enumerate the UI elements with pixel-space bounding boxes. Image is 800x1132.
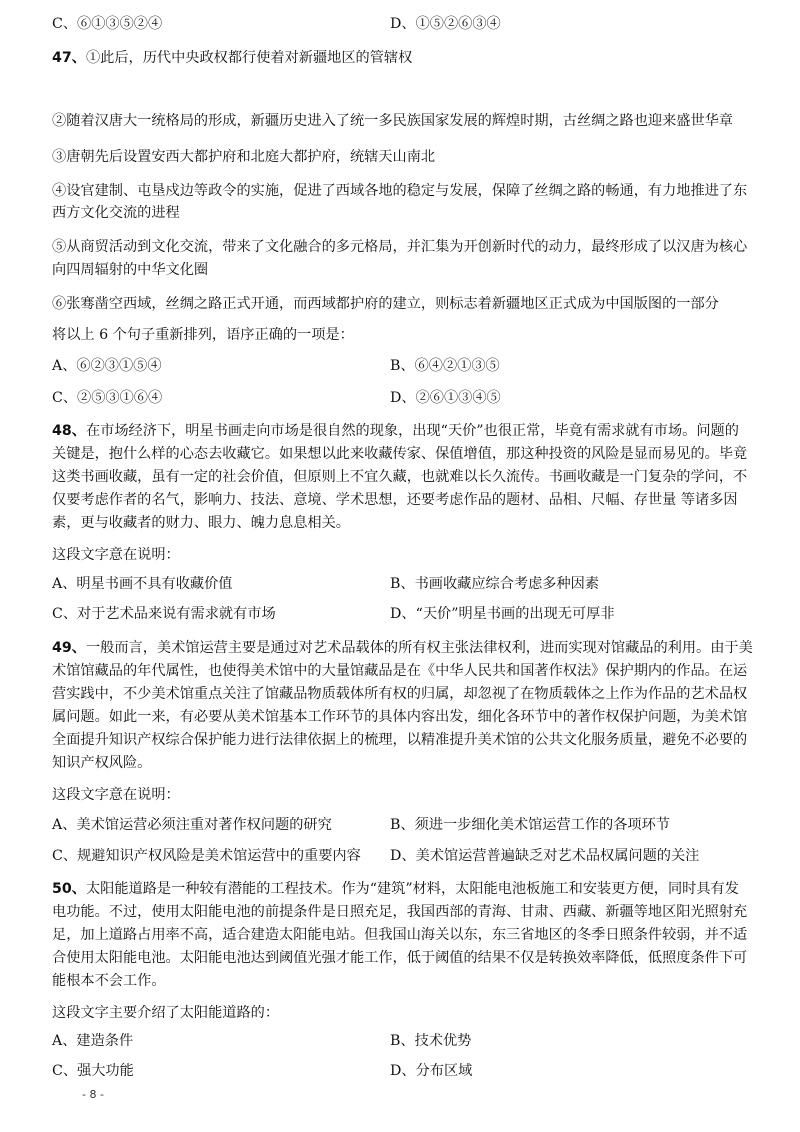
q48-question: 这段文字意在说明： xyxy=(52,547,180,563)
option-c: C、⑥①③⑤②④ xyxy=(52,16,163,32)
q48-option-b: B、书画收藏应综合考虑多种因素 xyxy=(390,576,600,592)
q48-line-5: 素，更与收藏者的财力、眼力、魄力息息相关。 xyxy=(52,515,350,531)
q49-number: 49、 xyxy=(52,640,86,656)
q49-line-5: 全面提升知识产权综合保护能力进行法律依据上的梳理，以精准提升美术馆的公共文化服务质量，避免不必要的 xyxy=(52,732,748,748)
q49-option-d: D、美术馆运营普遍缺乏对艺术品权属问题的关注 xyxy=(390,848,700,864)
q49-option-b: B、须进一步细化美术馆运营工作的各项环节 xyxy=(390,817,670,833)
q50-option-a: A、建造条件 xyxy=(52,1033,134,1049)
q50-line-5: 能根本不会工作。 xyxy=(52,973,166,989)
q50-option-b: B、技术优势 xyxy=(390,1033,472,1049)
q49-line-1 xyxy=(52,637,753,659)
q47-option-c: C、②⑤③①⑥④ xyxy=(52,390,163,406)
q49-option-c: C、规避知识产权风险是美术馆运营中的重要内容 xyxy=(52,848,361,864)
q48-option-a: A、明星书画不具有收藏价值 xyxy=(52,576,233,592)
q49-l1-text: 一般而言，美术馆运营主要是通过对艺术品载体的所有权主张法律权利，进而实现对馆藏品的利用。由于美 xyxy=(85,640,753,656)
q50-question: 这段文字主要介绍了太阳能道路的： xyxy=(52,1005,280,1021)
q48-line-3: 这类书画收藏，虽有一定的社会价值，但原则上不宜久藏，也就难以长久流传。书画收藏是一门复杂的学问，不 xyxy=(52,469,748,485)
q47-question: 将以上 6 个句子重新排列，语序正确的一项是： xyxy=(52,327,354,343)
q47-sentence-1 xyxy=(52,47,412,69)
q48-line-2: 关键是，抱什么样的心态去收藏它。如果想以此来收藏传家、保值增值，那这种投资的风险是显而易见的。毕竟 xyxy=(52,446,748,462)
q50-line-1 xyxy=(52,878,739,900)
q49-line-2: 术馆馆藏品的年代属性，也使得美术馆中的大量馆藏品是在《中华人民共和国著作权法》保护期内的作品。在运 xyxy=(52,663,748,679)
option-d: D、①⑤②⑥③④ xyxy=(390,16,501,32)
q47-sentence-5-line2: 向四周辐射的中华文化圈 xyxy=(52,262,209,278)
q50-option-d: D、分布区域 xyxy=(390,1063,473,1079)
q47-number: 47、 xyxy=(52,50,86,66)
q47-option-b: B、⑥④②①③⑤ xyxy=(390,358,500,374)
q47-sentence-2: ②随着汉唐大一统格局的形成，新疆历史进入了统一多民族国家发展的辉煌时期，古丝绸之路也迎来盛世华章 xyxy=(52,113,734,129)
q47-sentence-5-line1: ⑤从商贸活动到文化交流，带来了文化融合的多元格局，并汇集为开创新时代的动力，最终形成了以汉唐为核心 xyxy=(52,239,748,255)
q50-l1-text: 太阳能道路是一种较有潜能的工程技术。作为“建筑”材料，太阳能电池板施工和安装更方便，同时具有发 xyxy=(85,881,739,897)
q47-option-d: D、②⑥①③④⑤ xyxy=(390,390,501,406)
q49-question: 这段文字意在说明： xyxy=(52,787,180,803)
q48-l1-text: 在市场经济下，明星书画走向市场是很自然的现象，出现“天价”也很正常，毕竟有需求就有市场。问题的 xyxy=(85,423,739,439)
q48-line-4: 仅要考虑作者的名气，影响力、技法、意境、学术思想，还要考虑作品的题材、品相、尺幅、存世量 等诸多因 xyxy=(52,492,738,508)
q47-sentence-6: ⑥张骞凿空西域，丝绸之路正式开通，而西域都护府的建立，则标志着新疆地区正式成为中国版图的一部分 xyxy=(52,296,719,312)
q50-line-2: 电功能。不过，使用太阳能电池的前提条件是日照充足，我国西部的青海、甘肃、西藏、新疆等地区阳光照射充 xyxy=(52,904,748,920)
q48-line-1 xyxy=(52,420,739,442)
q47-sentence-3: ③唐朝先后设置安西大都护府和北庭大都护府，统辖天山南北 xyxy=(52,149,436,165)
q48-option-d: D、“天价”明星书画的出现无可厚非 xyxy=(390,606,615,622)
q49-line-4: 属问题。如此一来，有必要从美术馆基本工作环节的具体内容出发，细化各环节中的著作权保护问题，为美术馆 xyxy=(52,709,748,725)
q47-sentence-4-line1: ④设官建制、屯垦戍边等政令的实施，促进了西域各地的稳定与发展，保障了丝绸之路的畅通，有力地推进了东 xyxy=(52,183,748,199)
q49-line-6: 知识产权风险。 xyxy=(52,755,152,771)
q48-option-c: C、对于艺术品来说有需求就有市场 xyxy=(52,606,276,622)
q47-sentence-4-line2: 西方文化交流的进程 xyxy=(52,205,180,221)
q50-number: 50、 xyxy=(52,881,86,897)
page-number: - 8 - xyxy=(82,1088,104,1101)
q50-line-4: 合使用太阳能电池。太阳能电池达到阈值光强才能工作，低于阈值的结果不仅是转换效率降低，低照度条件下可 xyxy=(52,950,748,966)
q48-number: 48、 xyxy=(52,423,86,439)
q47-s1-text: ①此后，历代中央政权都行使着对新疆地区的管辖权 xyxy=(85,50,413,66)
q49-line-3: 营实践中，不少美术馆重点关注了馆藏品物质载体所有权的归属，却忽视了在物质载体之上作为作品的艺术品权 xyxy=(52,686,748,702)
q50-option-c: C、强大功能 xyxy=(52,1063,134,1079)
q49-option-a: A、美术馆运营必须注重对著作权问题的研究 xyxy=(52,817,332,833)
q47-option-a: A、⑥②③①⑤④ xyxy=(52,358,162,374)
q50-line-3: 足，加上道路占用率不高，适合建造太阳能电站。但我国山海关以东，东三省地区的冬季日照条件较弱，并不适 xyxy=(52,927,748,943)
